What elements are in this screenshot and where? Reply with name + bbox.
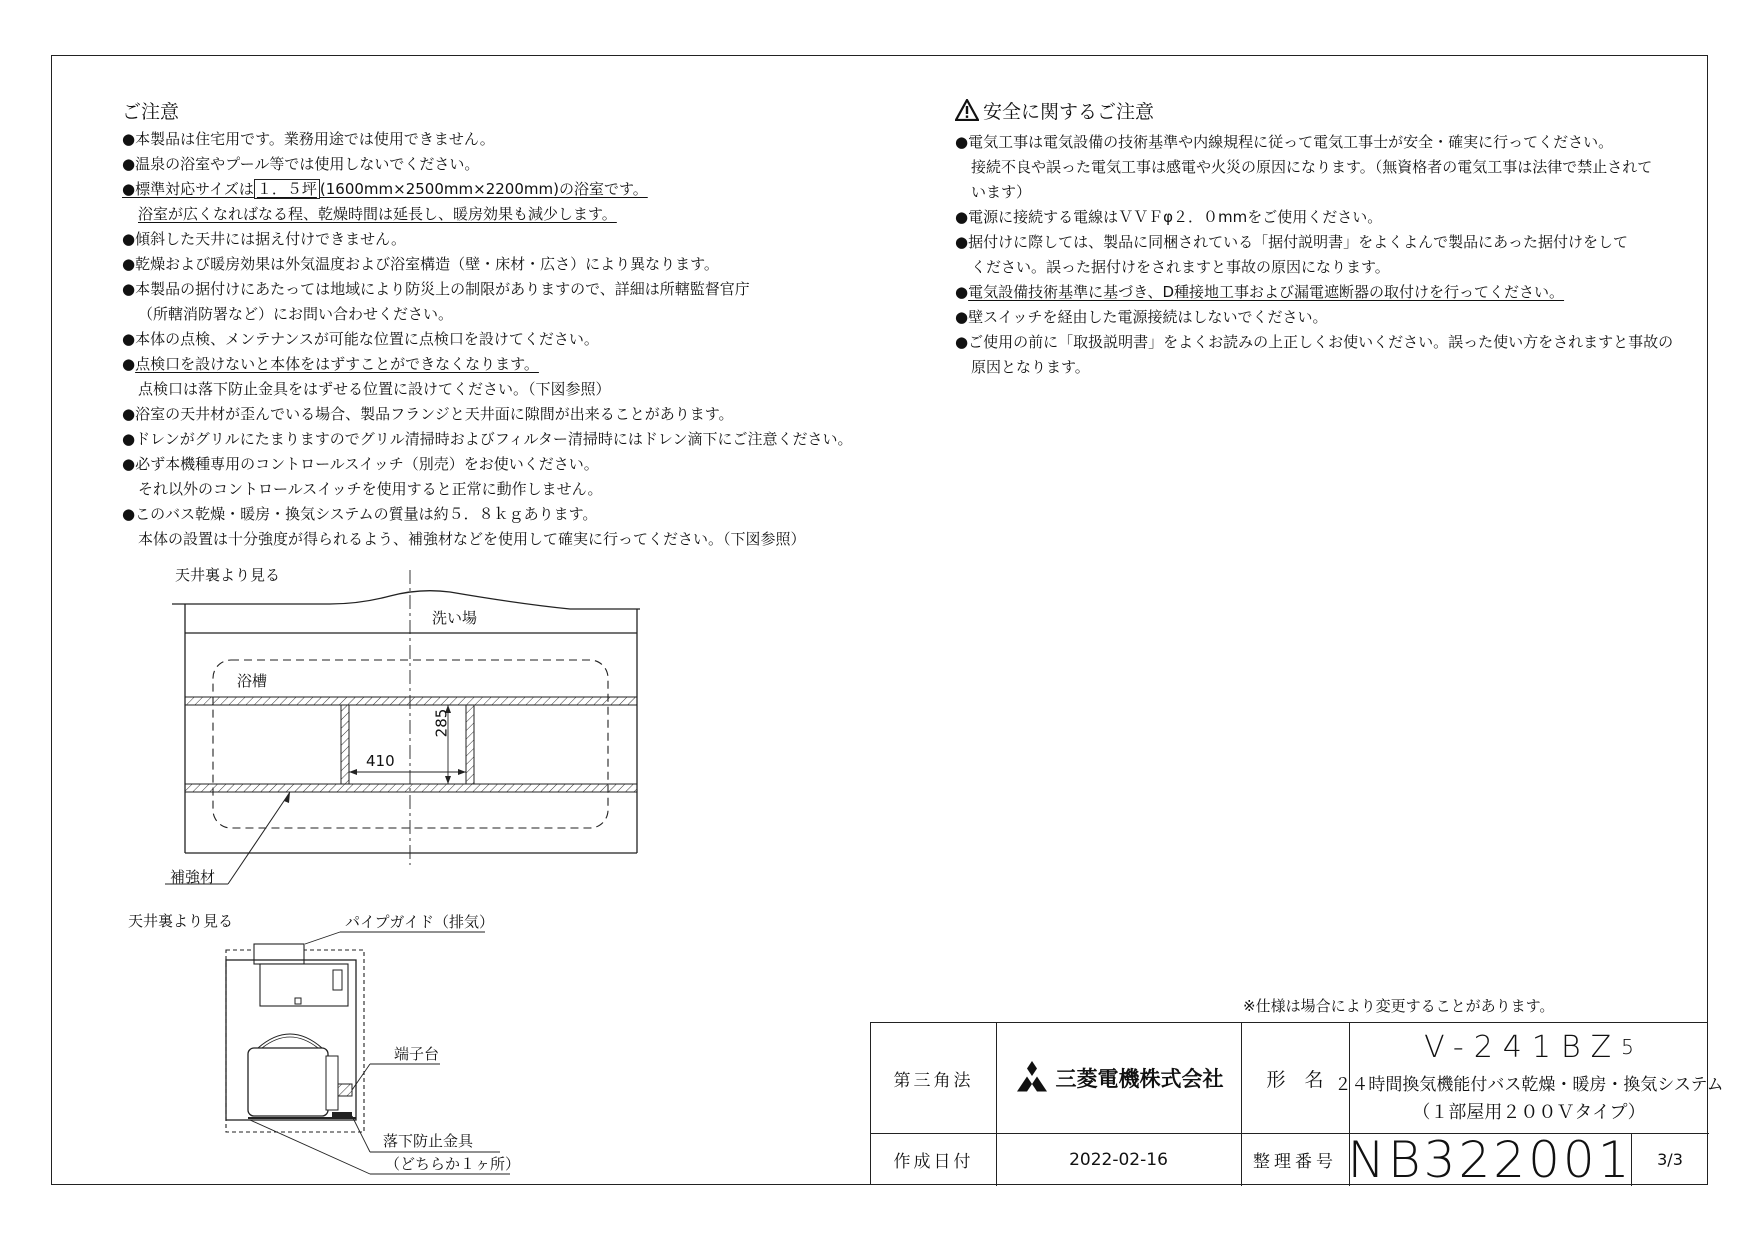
safety-line: います） [971,183,1032,201]
note-line: ●浴室の天井材が歪んでいる場合、製品フランジと天井面に隙間が出来ることがあります。 [122,405,734,423]
diagram1-caption: 天井裏より見る [175,566,281,584]
note-line: ●温泉の浴室やプール等では使用しないでください。 [122,155,480,173]
model-number: V-241BZ 5 [1424,1029,1634,1065]
safety-line: ください。誤った据付けをされますと事故の原因になります。 [971,258,1390,276]
note-line: ●本製品は住宅用です。業務用途では使用できません。 [122,130,495,148]
washing-area-label: 洗い場 [432,609,478,627]
note-line: 浴室が広くなればなる程、乾燥時間は延長し、暖房効果も減少します。 [138,205,617,223]
reference-label: 整理番号 [1253,1152,1337,1172]
note-line: ●乾燥および暖房効果は外気温度および浴室構造（壁・床材・広さ）により異なります。 [122,255,719,273]
note-line: 本体の設置は十分強度が得られるよう、補強材などを使用して確実に行ってください。（下図参照） [138,530,806,548]
note-line: ●本体の点検、メンテナンスが可能な位置に点検口を設けてください。 [122,330,599,348]
dimension-height: 285 [432,708,451,738]
pipe-guide-label: パイプガイド（排気） [345,913,494,931]
note-line: ●傾斜した天井には据え付けできません。 [122,230,406,248]
safety-line: ●壁スイッチを経由した電源接続はしないでください。 [955,308,1328,326]
diagram2-caption: 天井裏より見る [128,912,234,930]
spec-change-note: ※仕様は場合により変更することがあります。 [1243,997,1555,1015]
safety-line: ●ご使用の前に「取扱説明書」をよくお読みの上正しくお使いください。誤った使い方をされますと事故の [955,333,1674,351]
safety-line: 接続不良や誤った電気工事は感電や火災の原因になります。（無資格者の電気工事は法律で禁止されて [971,158,1653,176]
mitsubishi-logo-icon [1014,1060,1050,1097]
safety-line: ●電源に接続する電線はＶＶＦφ２．０mmをご使用ください。 [955,208,1383,226]
title-block [870,1022,1724,1189]
note-line: ●本製品の据付けにあたっては地域により防災上の制限がありますので、詳細は所轄監督官庁 [122,280,750,298]
safety-heading: 安全に関するご注意 [955,99,1673,128]
page-number: 3/3 [1657,1150,1683,1169]
bathtub-label: 浴槽 [237,672,268,690]
notes-heading: ご注意 [122,101,180,123]
note-line: それ以外のコントロールスイッチを使用すると正常に動作しません。 [138,480,603,498]
reference-number: NB322001 [1347,1130,1633,1189]
product-description: ２４時間換気機能付バス乾燥・暖房・換気システム [1334,1074,1724,1095]
note-line: 点検口は落下防止金具をはずせる位置に設けてください。（下図参照） [138,380,611,398]
date-label: 作成日付 [893,1152,974,1172]
fall-guard-label: 落下防止金具 [383,1132,474,1150]
dimension-width: 410 [366,752,395,770]
std-size-box: １．５坪 [254,179,320,199]
note-line: ●ドレンがグリルにたまりますのでグリル清掃時およびフィルター清掃時にはドレン滴下にご注意ください。 [122,430,853,448]
company-name: 三菱電機株式会社 [1055,1067,1224,1091]
terminal-label: 端子台 [394,1045,440,1063]
reinforcement-bar-upper [185,697,637,705]
note-std-size: ●標準対応サイズは １．５坪 (1600mm×2500mm×2200mm)の浴室です。 [122,180,648,198]
product-type: （１部屋用２００Ｖタイプ） [1412,1102,1646,1123]
safety-line: ●電気設備技術基準に基づき、D種接地工事および漏電遮断器の取付けを行ってください。 [955,283,1565,301]
note-line: ●必ず本機種専用のコントロールスイッチ（別売）をお使いください。 [122,455,599,473]
safety-line: ●据付けに際しては、製品に同梱されている「据付説明書」をよくよんで製品にあった据付けをして [955,233,1628,251]
ceiling-plan-diagram [165,570,640,884]
fall-guard-note: （どちらか１ヶ所） [385,1155,521,1173]
note-line: ●このバス乾燥・暖房・換気システムの質量は約５．８ｋｇあります。 [122,505,598,523]
note-line: ●点検口を設けないと本体をはずすことができなくなります。 [122,355,539,373]
projection-method: 第三角法 [893,1070,974,1091]
model-label: 形 名 [1266,1068,1324,1091]
safety-line: ●電気工事は電気設備の技術基準や内線規程に従って電気工事士が安全・確実に行ってください。 [955,133,1614,151]
safety-line: 原因となります。 [971,358,1090,376]
creation-date: 2022-02-16 [1069,1149,1168,1170]
reinforcement-bar-lower [185,784,637,792]
reinforcement-label: 補強材 [170,868,216,886]
note-line: （所轄消防署など）にお問い合わせください。 [138,305,454,323]
company-cell [996,1023,1241,1133]
